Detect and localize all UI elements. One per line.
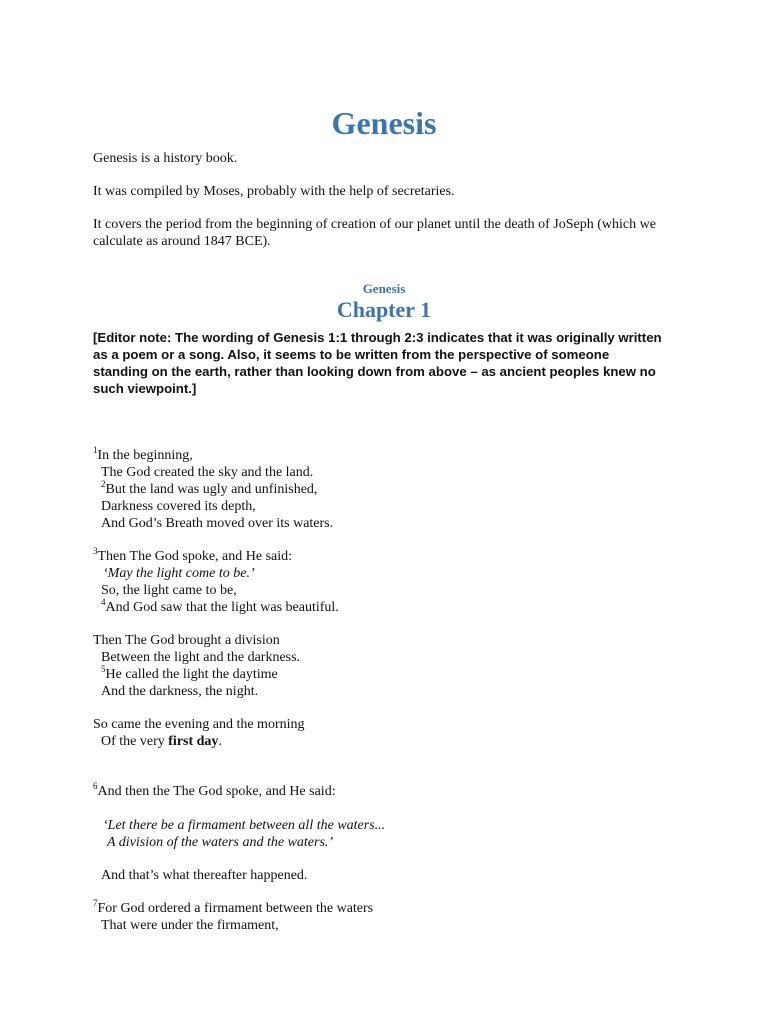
verse-line: $^2$But the land was ugly and unfinished, [101, 479, 318, 497]
verse-number: 1 [93, 445, 98, 455]
verse-line: And God’s Breath moved over its waters. [101, 516, 334, 531]
intro-paragraph: Genesis is a history book. [93, 151, 238, 166]
verse-number: 4 [101, 597, 106, 607]
verse-line: $^6$And then the The God spoke, and He said: [93, 781, 336, 799]
document-title: Genesis [331, 105, 437, 141]
verse-line: $^5$He called the light the daytime [101, 664, 278, 682]
verse-line: Darkness covered its depth, [101, 499, 256, 514]
verse-line: $^7$For God ordered a firmament between the waters [93, 898, 374, 916]
verse-quote: A division of the waters and the waters.’ [107, 835, 334, 850]
verse-line: So, the light came to be, [101, 583, 237, 598]
verse-line: Then The God brought a division [93, 633, 280, 648]
verse-line: $^4$And God saw that the light was beautiful. [101, 597, 339, 615]
editor-note: [Editor note: The wording of Genesis 1:1 through 2:3 indicates that it was originally written as a poem or a song. Also, it seems to be written from the perspective of someone standing on the earth, rather than looking down from above – as ancient peoples knew no such viewpoint.] [93, 330, 662, 396]
verse-number: 2 [101, 479, 106, 489]
verse-number: 6 [93, 781, 98, 791]
verse-number: 5 [101, 664, 106, 674]
book-label: Genesis [362, 281, 406, 296]
verse-line: $^1$In the beginning, [93, 445, 193, 463]
verse-line: The God created the sky and the land. [101, 465, 314, 480]
verse-quote: ‘May the light come to be.’ [103, 566, 255, 581]
verse-line: And that’s what thereafter happened. [101, 868, 308, 883]
verse-line: And the darkness, the night. [101, 684, 259, 699]
emphasis-first-day: first day [168, 734, 219, 749]
verse-line: Of the very first day. [101, 734, 222, 749]
verse-line: That were under the firmament, [101, 918, 279, 933]
verse-line: $^3$Then The God spoke, and He said: [93, 546, 293, 564]
verse-number: 3 [93, 546, 98, 556]
intro-paragraph: It covers the period from the beginning of creation of our planet until the death of JoSeph (which we calculate as around 1847 BCE). [93, 217, 656, 249]
intro-paragraph: It was compiled by Moses, probably with the help of secretaries. [93, 184, 455, 199]
chapter-title: Chapter 1 [336, 297, 432, 322]
verse-line: Between the light and the darkness. [101, 650, 301, 665]
verse-quote: ‘Let there be a firmament between all the waters... [103, 818, 386, 833]
verse-line: So came the evening and the morning [93, 717, 305, 732]
verse-number: 7 [93, 898, 98, 908]
